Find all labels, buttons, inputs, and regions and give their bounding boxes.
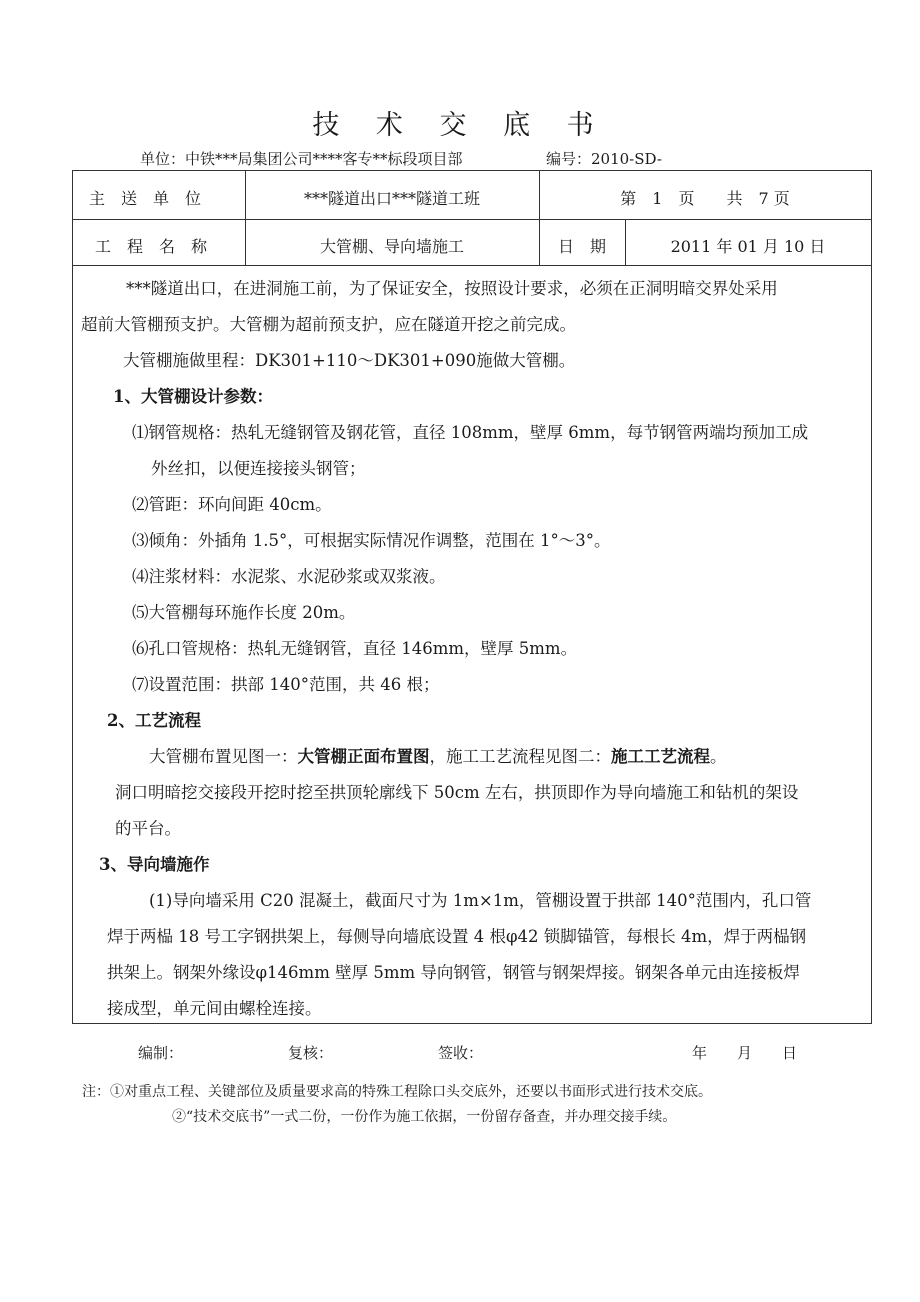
- param-item-2: ⑵管距：环向间距 40cm。: [132, 495, 332, 514]
- reviewer-signature-label: 复核：: [288, 1044, 334, 1062]
- section-2-heading: 2、工艺流程: [107, 711, 201, 730]
- flow-middle: ，施工工艺流程见图二：: [429, 747, 611, 766]
- intro-paragraph: ***隧道出口，在进洞施工前，为了保证安全，按照设计要求，必须在正洞明暗交界处采用: [126, 279, 778, 298]
- document-code: 编号：2010-SD-: [546, 150, 662, 168]
- flow-paragraph: [149, 743, 727, 767]
- param-item-1: ⑴钢管规格：热轧无缝钢管及钢花管，直径 108mm，壁厚 6mm，每节钢管两端均预加工成: [132, 423, 809, 442]
- handover-table: [72, 170, 872, 1024]
- recipient-value: ***隧道出口***隧道工班: [303, 189, 480, 208]
- wall-paragraph-line3: 拱架上。钢架外缘设φ146mm 壁厚 5mm 导向钢管，钢管与钢架焊接。钢架各单元由连接板焊: [107, 963, 800, 982]
- note-1: 注：①对重点工程、关键部位及质量要求高的特殊工程除口头交底外，还要以书面形式进行技术交底。: [82, 1084, 712, 1100]
- project-name-value: 大管棚、导向墙施工: [319, 237, 464, 256]
- note-2: ②“技术交底书”一式二份，一份作为施工依据，一份留存备查，并办理交接手续。: [172, 1109, 677, 1125]
- recipient-label: 主 送 单 位: [89, 189, 202, 208]
- param-item-6: ⑹孔口管规格：热轧无缝钢管，直径 146mm，壁厚 5mm。: [132, 639, 578, 658]
- param-item-3: ⑶倾角：外插角 1.5°，可根据实际情况作调整，范围在 1°～3°。: [132, 531, 611, 550]
- param-item-7: ⑺设置范围：拱部 140°范围，共 46 根；: [132, 675, 440, 694]
- unit-name: 单位：中铁***局集团公司****客专**标段项目部: [140, 150, 463, 168]
- header-divider: [73, 265, 871, 266]
- mileage-line: 大管棚施做里程：DK301+110～DK301+090施做大管棚。: [123, 351, 576, 370]
- date-value: 2011 年 01 月 10 日: [670, 237, 826, 256]
- row-divider: [73, 219, 871, 220]
- param-item-4: ⑷注浆材料：水泥浆、水泥砂浆或双浆液。: [132, 567, 446, 586]
- figure-2-reference: 施工工艺流程: [611, 747, 710, 766]
- signature-date-label: 年 月 日: [692, 1044, 798, 1062]
- wall-paragraph-line4: 接成型，单元间由螺栓连接。: [107, 999, 322, 1018]
- editor-signature-label: 编制：: [138, 1044, 184, 1062]
- intro-paragraph-cont: 超前大管棚预支护。大管棚为超前预支护，应在隧道开挖之前完成。: [81, 315, 576, 334]
- unit-line: [140, 148, 662, 169]
- wall-paragraph: (1)导向墙采用 C20 混凝土，截面尺寸为 1m×1m，管棚设置于拱部 140°范围内，孔口管: [149, 891, 812, 910]
- figure-1-reference: 大管棚正面布置图: [297, 747, 430, 766]
- flow-paragraph-line2: 洞口明暗挖交接段开挖时挖至拱顶轮廓线下 50cm 左右，拱顶即作为导向墙施工和钻机的架设: [115, 783, 799, 802]
- section-3-heading: 3、导向墙施作: [99, 855, 210, 874]
- param-item-1-cont: 外丝扣，以便连接接头钢管；: [151, 459, 366, 478]
- document-title: 技 术 交 底 书: [312, 110, 608, 141]
- page-count: 第 1 页 共 7 页: [620, 189, 790, 208]
- wall-paragraph-line2: 焊于两榀 18 号工字钢拱架上，每侧导向墙底设置 4 根φ42 锁脚锚管，每根长 4m，焊于两榀钢: [107, 927, 807, 946]
- flow-prefix: 大管棚布置见图一：: [149, 747, 298, 766]
- receiver-signature-label: 签收：: [438, 1044, 484, 1062]
- param-item-5: ⑸大管棚每环施作长度 20m。: [132, 603, 356, 622]
- date-label: 日 期: [557, 237, 606, 256]
- project-name-label: 工 程 名 称: [95, 237, 208, 256]
- flow-paragraph-line3: 的平台。: [115, 819, 181, 838]
- section-1-heading: 1、大管棚设计参数：: [113, 387, 273, 406]
- flow-end: 。: [710, 747, 727, 766]
